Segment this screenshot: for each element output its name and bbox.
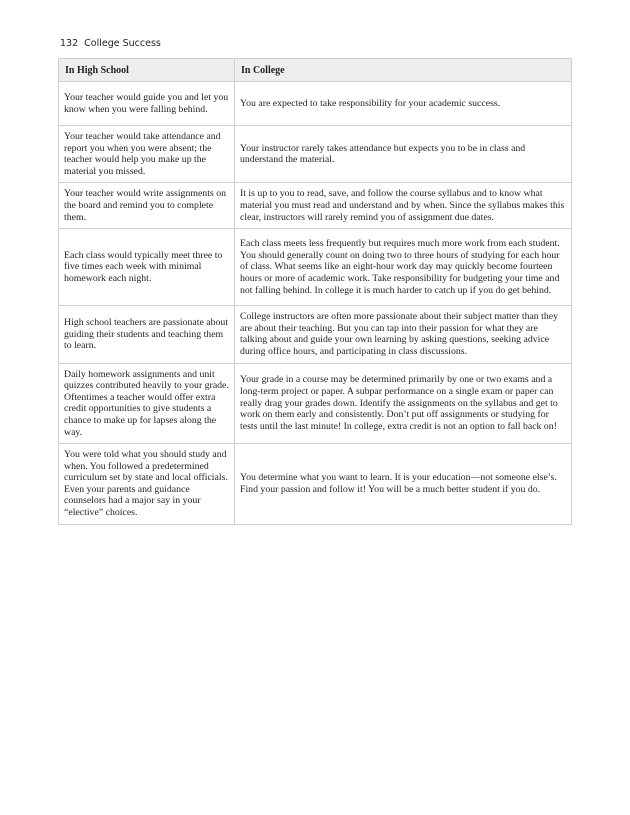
high-school-cell: Daily homework assignments and unit quizzes contributed heavily to your grade. Oftentimes a teacher would offer extra credit opportunities to give students a chance to make up for lapses along the way.	[59, 363, 235, 444]
college-cell: Your grade in a course may be determined primarily by one or two exams and a long-term project or paper. A subpar performance on a single exam or paper can really drag your grades down. Identify the assignments on the syllabus and get to work on them early and consistently. Don’t put off assignments or studying for tests until the last minute! In college, extra credit is not an option to fall back on!	[235, 363, 572, 444]
page-number: 132	[60, 38, 79, 49]
college-cell: It is up to you to read, save, and follow the course syllabus and to know what material you must read and understand and by when. Since the syllabus makes this clear, instructors will rarely remind you of assignment due dates.	[235, 183, 572, 229]
high-school-cell: High school teachers are passionate about guiding their students and teaching them to learn.	[59, 306, 235, 363]
high-school-cell: Your teacher would write assignments on the board and remind you to complete them.	[59, 183, 235, 229]
table-row	[59, 229, 572, 306]
table-row	[59, 444, 572, 525]
table-row	[59, 306, 572, 363]
college-cell: Your instructor rarely takes attendance but expects you to be in class and understand the material.	[235, 126, 572, 183]
table-header-row	[59, 59, 572, 82]
column-header-college: In College	[235, 59, 572, 82]
high-school-cell: Your teacher would take attendance and report you when you were absent; the teacher would help you make up the material you missed.	[59, 126, 235, 183]
book-title: College Success	[84, 38, 161, 49]
college-cell: Each class meets less frequently but requires much more work from each student. You should generally count on doing two to three hours of studying for each hour of class. What seems like an eight-hour work day may quickly become fourteen hours or more of academic work. Take responsibility for budgeting your time and not falling behind. In college it is much harder to catch up if you do get behind.	[235, 229, 572, 306]
table-row	[59, 363, 572, 444]
table-row	[59, 82, 572, 126]
table-row	[59, 183, 572, 229]
college-cell: College instructors are often more passionate about their subject matter than they are about their teaching. But you can tap into their passion for what they are talking about and guide your own learning by asking questions, seeking advice during office hours, and participating in class discussions.	[235, 306, 572, 363]
high-school-cell: Each class would typically meet three to five times each week with minimal homework each night.	[59, 229, 235, 306]
college-cell: You determine what you want to learn. It is your education—not someone else’s. Find your passion and follow it! You will be a much better student if you do.	[235, 444, 572, 525]
college-cell: You are expected to take responsibility for your academic success.	[235, 82, 572, 126]
running-head	[60, 38, 161, 49]
table-row	[59, 126, 572, 183]
column-header-high-school: In High School	[59, 59, 235, 82]
high-school-cell: You were told what you should study and when. You followed a predetermined curriculum set by state and local officials. Even your parents and guidance counselors had a major say in your “elective” choices.	[59, 444, 235, 525]
high-school-cell: Your teacher would guide you and let you know when you were falling behind.	[59, 82, 235, 126]
comparison-table	[58, 58, 572, 525]
